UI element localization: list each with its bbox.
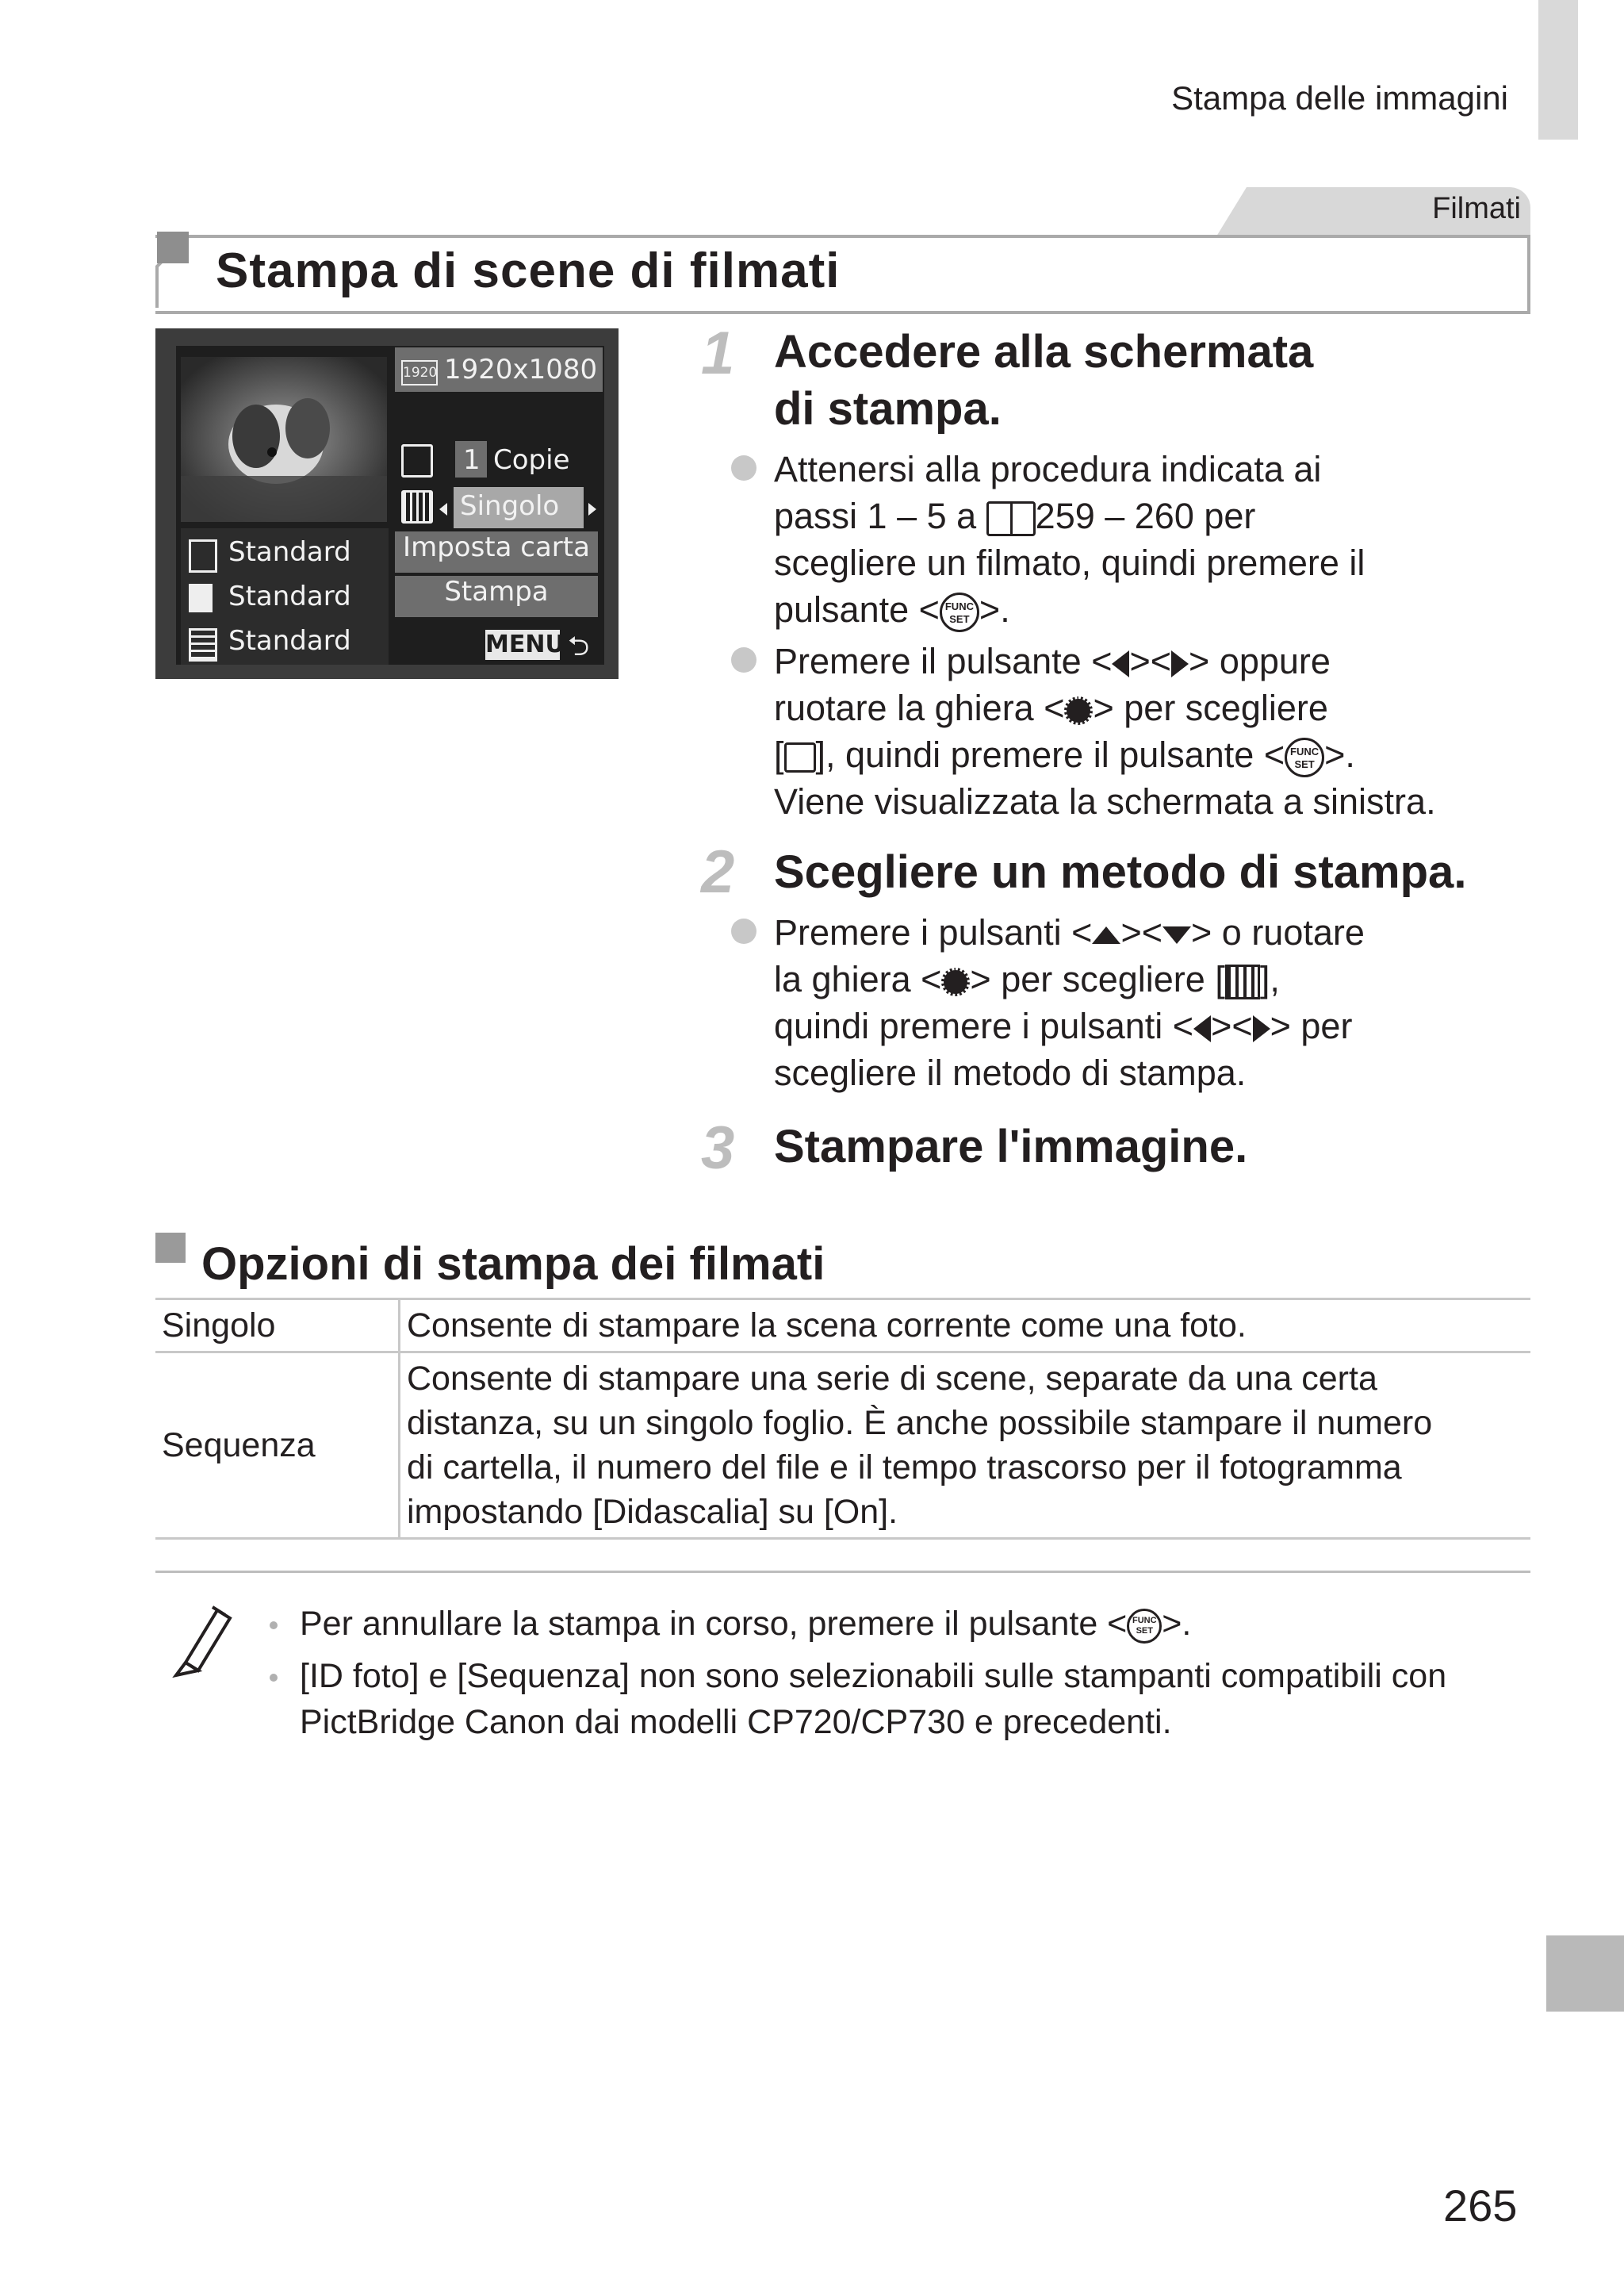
step-1-bullet-1 <box>774 446 1519 633</box>
text-segment: passi 1 – 5 a <box>774 496 986 536</box>
text-line: di cartella, il numero del file e il tempo trascorso per il fotogramma <box>407 1448 1402 1486</box>
note-1 <box>300 1601 1537 1647</box>
page-number: 265 <box>1443 2181 1518 2231</box>
text-segment: > o ruotare <box>1191 912 1365 953</box>
text-segment: > per <box>1270 1006 1353 1046</box>
text-segment: Per annullare la stampa in corso, premere il pulsante < <box>300 1605 1128 1643</box>
text-segment: ], <box>1259 959 1280 999</box>
pencil-icon <box>170 1599 233 1678</box>
menu-button-icon[interactable]: MENU <box>485 631 565 658</box>
text-segment: >. <box>1324 735 1355 775</box>
print-button-label: Stampa <box>444 576 549 608</box>
text-line: Attenersi alla procedura indicata ai <box>774 449 1322 489</box>
method-value: Singolo <box>460 490 560 522</box>
text-segment: quindi premere i pulsanti < <box>774 1006 1194 1046</box>
paper-size-icon <box>189 539 217 573</box>
options-table <box>155 1298 1530 1540</box>
text-segment: Premere il pulsante < <box>774 641 1113 681</box>
func-set-icon <box>1285 738 1324 777</box>
text-segment: >< <box>1211 1006 1253 1046</box>
paper-settings-button-label: Imposta carta <box>403 531 590 563</box>
note-bullet <box>270 1621 278 1629</box>
paper-settings-button[interactable] <box>395 531 598 573</box>
copies-value: 1 <box>463 444 481 476</box>
step-3-title: Stampare l'immagine. <box>774 1121 1248 1172</box>
text-segment: Premere i pulsanti < <box>774 912 1093 953</box>
text-segment: >. <box>979 589 1010 630</box>
text-line: scegliere il metodo di stampa. <box>774 1053 1247 1093</box>
table-row <box>155 1352 1530 1539</box>
note-2 <box>300 1653 1537 1745</box>
print-method-icon <box>401 490 433 524</box>
thumb-tab-chapter <box>1546 1935 1624 2012</box>
text-segment: 259 – 260 per <box>1035 496 1256 536</box>
step-1-title-line1: Accedere alla schermata <box>774 326 1314 378</box>
step-2-title: Scegliere un metodo di stampa. <box>774 846 1467 898</box>
paper-type-icon <box>189 584 213 612</box>
text-segment: >< <box>1120 912 1163 953</box>
table-row <box>155 1299 1530 1352</box>
down-arrow-icon <box>1162 926 1191 944</box>
paper-type-value: Standard <box>228 581 351 612</box>
func-set-icon <box>940 593 979 632</box>
text-line: scegliere un filmato, quindi premere il <box>774 543 1365 583</box>
option-name: Singolo <box>155 1299 400 1352</box>
text-segment: la ghiera < <box>774 959 942 999</box>
step-number-2: 2 <box>701 838 735 906</box>
step-1-title-line2: di stampa. <box>774 383 1002 435</box>
text-line <box>774 685 1535 731</box>
text-segment: pulsante < <box>774 589 940 630</box>
func-icon-bottom: SET <box>1294 758 1315 771</box>
text-segment: > oppure <box>1189 641 1331 681</box>
movie-frame-thumbnail <box>181 357 387 522</box>
text-segment: >. <box>1162 1605 1192 1643</box>
method-right-arrow-icon <box>588 503 596 516</box>
resolution-badge-icon: 1920 <box>401 360 438 386</box>
step-2-bullet-1 <box>774 909 1519 1096</box>
text-line <box>774 956 1519 1003</box>
func-icon-top: FUNC <box>1132 1615 1157 1625</box>
text-line <box>774 731 1535 778</box>
bullet-dot <box>731 455 756 481</box>
text-segment: [ <box>774 735 784 775</box>
func-icon-bottom: SET <box>949 613 970 626</box>
book-icon <box>986 501 1036 536</box>
func-icon-top: FUNC <box>1290 746 1320 758</box>
text-segment: ruotare la ghiera < <box>774 688 1065 728</box>
note-bullet <box>270 1674 278 1682</box>
right-arrow-icon <box>1171 650 1189 677</box>
running-head: Stampa delle immagini <box>1171 79 1508 117</box>
step-number-1: 1 <box>701 320 735 387</box>
step-number-3: 3 <box>701 1114 735 1182</box>
section-tab-label: Filmati <box>1432 192 1521 225</box>
left-arrow-icon <box>1193 1015 1211 1042</box>
print-icon <box>784 742 816 773</box>
text-line: PictBridge Canon dai modelli CP720/CP730 e precedenti. <box>300 1703 1172 1741</box>
option-name: Sequenza <box>155 1352 400 1539</box>
func-icon-bottom: SET <box>1136 1625 1153 1636</box>
text-line: [ID foto] e [Sequenza] non sono selezionabili sulle stampanti compatibili con <box>300 1657 1447 1695</box>
text-line <box>774 909 1519 956</box>
layout-icon <box>189 628 217 662</box>
print-button[interactable] <box>395 576 598 617</box>
left-arrow-icon <box>1112 650 1129 677</box>
text-segment: >< <box>1129 641 1172 681</box>
subsection-title: Opzioni di stampa dei filmati <box>201 1238 825 1290</box>
title-square-icon <box>157 232 189 263</box>
layout-value: Standard <box>228 625 351 657</box>
method-left-arrow-icon <box>439 503 447 516</box>
text-line <box>774 493 1519 539</box>
copies-label: Copie <box>493 444 570 476</box>
up-arrow-icon <box>1092 926 1120 944</box>
control-dial-icon <box>941 968 970 996</box>
control-dial-icon <box>1064 696 1093 725</box>
resolution-label: 1920x1080 <box>444 354 598 386</box>
thumb-tab-top <box>1538 0 1578 140</box>
copies-icon <box>401 444 433 478</box>
text-line: Viene visualizzata la schermata a sinistra. <box>774 781 1436 822</box>
option-description <box>400 1352 1531 1539</box>
return-icon: ⮌ <box>568 631 590 662</box>
text-segment: > per scegliere <box>1093 688 1328 728</box>
func-set-icon <box>1127 1609 1162 1644</box>
text-line: Consente di stampare una serie di scene, separate da una certa <box>407 1360 1377 1398</box>
page-title: Stampa di scene di filmati <box>216 244 841 298</box>
func-icon-top: FUNC <box>944 600 974 613</box>
bullet-dot <box>731 919 756 944</box>
paper-size-value: Standard <box>228 536 351 568</box>
divider <box>155 1571 1530 1573</box>
text-line: impostando [Didascalia] su [On]. <box>407 1493 898 1531</box>
subsection-square-icon <box>155 1233 186 1263</box>
text-line <box>774 1003 1519 1049</box>
right-arrow-icon <box>1253 1015 1270 1042</box>
step-1-bullet-2 <box>774 638 1535 825</box>
text-line <box>774 586 1519 633</box>
text-segment: > per scegliere [ <box>970 959 1225 999</box>
bullet-dot <box>731 647 756 673</box>
print-method-icon <box>1225 965 1260 999</box>
option-description: Consente di stampare la scena corrente come una foto. <box>400 1299 1531 1352</box>
text-line <box>774 638 1535 685</box>
text-line: distanza, su un singolo foglio. È anche possibile stampare il numero <box>407 1404 1433 1442</box>
text-segment: ], quindi premere il pulsante < <box>815 735 1285 775</box>
